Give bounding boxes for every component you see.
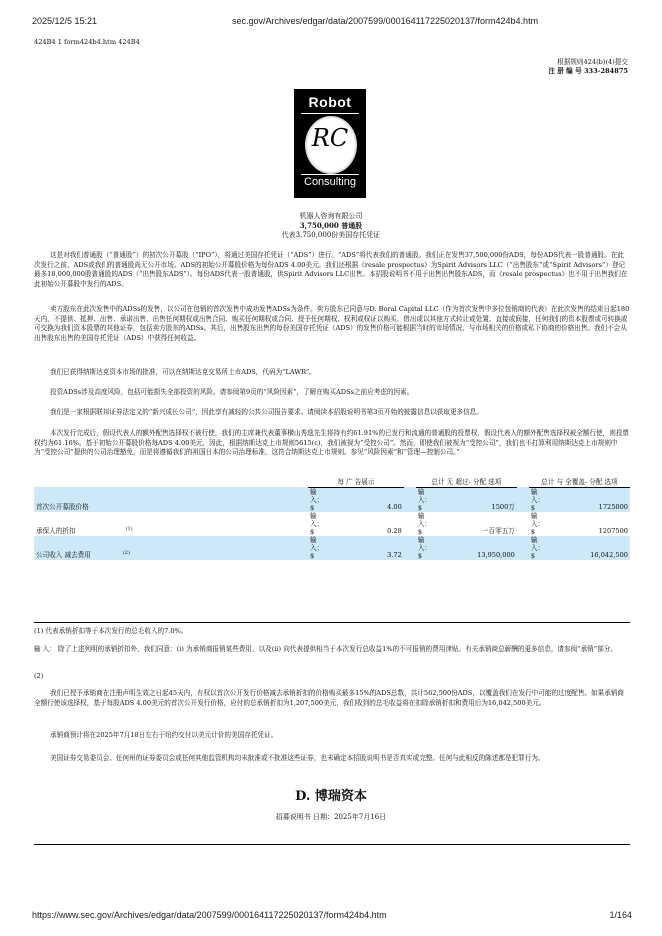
page-title: sec.gov/Archives/edgar/data/2007599/000164117225020137/form424b4.htm bbox=[232, 16, 539, 26]
footnote-1: (1) 代表承销折扣等于本次发行的总毛收入的7.0%。 bbox=[34, 627, 188, 635]
underwriter-name: D. 博瑞资本 bbox=[295, 789, 367, 804]
col-header-per-ads: 每 广 告展示 bbox=[308, 478, 404, 487]
controlled-company-paragraph: 本次发行完成后，假设代表人的额外配售选择权不被行使，我们的主席兼代表董事横山秀逸先生将持有约61.91%的已发行和流通的普通股的投票权，假设代表人的额外配售选择权被全额行使，则投票权约为61.16%。基于初始公开募股价格每ADS 4.00美元，因此，根据纳斯达克上市规则5615(c)，我们被视为“受控公司”。然而，即使我们被视为“受控公司”，我们也不打算利用纳斯达克上市规则中为“受控公司”提供的公司治理豁免，而是将遵循我们的祖国日本的公司治理标准，这符合纳斯达克上市规则。参见“风险因素”和“管理—控制公司。” bbox=[34, 429, 630, 457]
table-row: 承保人的折扣 $^{(1)}$ 输 入： $ 0.28 输 入： $ 一百零五万 输 入： $ 1207500 bbox=[36, 511, 628, 536]
table-bottom-rule bbox=[34, 622, 630, 623]
row-label: 公司收入 减去费用 $^{(2)}$ bbox=[34, 536, 308, 560]
table-row: 公司收入 减去费用 $^{(2)}$ 输 入： $ 3.72 输 入： $ 13,950,000 输 入： $ 16,042,500 bbox=[36, 535, 628, 560]
listing-paragraph: 我们已获得纳斯达克资本市场的批准，可以在纳斯达克交易所上市ADS，代码为“LAWR”。 bbox=[50, 368, 316, 376]
footnote-2-marker: (2) bbox=[34, 672, 44, 680]
col-header-total-no-option: 总计 无 超过- 分配 选项 bbox=[416, 478, 517, 487]
cell-value: 13,950,000 bbox=[445, 536, 517, 560]
logo-monogram: RC bbox=[311, 124, 349, 152]
cell-value: 1500万 bbox=[445, 487, 517, 512]
cell-value: 0.28 bbox=[387, 527, 402, 535]
logo-divider-top bbox=[301, 113, 359, 114]
footnote-2: 输 入： 除了上述列明的承销折扣外，我们同意：(i) 为承销商报销某些费用，以及(ii) 向代表提供相当于本次发行总收益1%的不可报销的费用津贴。有关承销商总薪酬的更多信息，请参阅“承销”部分。 bbox=[34, 645, 617, 653]
egc-paragraph: 我们是一家根据联邦证券法定义的“新兴成长公司”，因此享有减轻的公共公司报告要求。请阅读本招股说明书第3页开始的披露信息以获取更多信息。 bbox=[50, 408, 483, 416]
page-bottom-rule bbox=[34, 844, 630, 845]
footer-page-number: 1/164 bbox=[609, 910, 632, 920]
company-name: 机器人咨询有限公司 bbox=[299, 212, 363, 220]
table-row: 首次公开募股价格 输 入： $ 4.00 输 入： $ 1500万 输 入： $ 1725000 bbox=[36, 487, 628, 512]
cell-value: 3.72 bbox=[354, 536, 404, 560]
cell-value: 16,042,500 bbox=[558, 536, 630, 560]
row-label: 首次公开募股价格 bbox=[34, 487, 308, 512]
company-logo bbox=[294, 89, 366, 198]
ads-offered: 代表3,750,000份美国存托凭证 bbox=[281, 230, 381, 239]
logo-robot-text: Robot bbox=[308, 94, 352, 110]
print-datetime: 2025/12/5 15:21 bbox=[32, 16, 98, 26]
selling-shareholder-paragraph: 卖方股东在此次发售中的ADSs的发售，以公司在包销的首次发售中成功发售ADSs为条件。卖方股东已同意与D. Boral Capital LLC（作为首次发售中多位包销商的代表）在此次发售的结束日起180天内，不提供、抵押、出售、承诺出售、出售任何期权或出售合同、购买任何期权或合同、授予任何期权、权利或权证以购买、借出或以其他方式转让或处置、直接或间接，任何我们的资本股票或可转换或可交换为我们资本股票的其他证券，包括卖方股东的ADSs。其后，出售股东出售的每份美国存托凭证（ADS）的发售价格可能根据当时的市场情况、与市场相关的价格或私下协商的价格出售。我们不会从出售股东出售的美国存托凭证（ADS）中获得任何收益。 bbox=[34, 305, 630, 342]
sec-disclaimer-paragraph: 美国证券交易委员会、任何州的证券委员会或任何其他监管机构均未批准或不批准这些证券，也未确定本招股说明书是否真实或完整。任何与此相反的陈述都是犯罪行为。 bbox=[50, 754, 545, 762]
row-label: 承保人的折扣 $^{(1)}$ bbox=[36, 525, 133, 535]
shares-offered: 3,750,000 普通股 bbox=[299, 221, 363, 231]
logo-divider-bottom bbox=[301, 174, 359, 175]
cell-value: 一百零五万 bbox=[481, 527, 515, 535]
delivery-paragraph: 承销商预计将在2025年7月18日左右于纽约交付以美元计价的美国存托凭证。 bbox=[50, 731, 278, 739]
company-block bbox=[0, 212, 662, 240]
cell-value: 4.00 bbox=[354, 487, 404, 512]
cell-value: 1207500 bbox=[598, 527, 628, 535]
rule-line: 根据规则424(b)(4)提交 bbox=[557, 58, 628, 66]
prospectus-date: 招募说明书 日期：2025年7月16日 bbox=[275, 813, 387, 821]
intro-paragraph: 这是对我们普通股（“普通股”）的初次公开募股（“IPO”），将通过美国存托凭证（“ADS”）进行。“ADS”将代表我们的普通股。我们正在发售37,500,000份ADS，每份ADS代表一股普通股。在此次发行之前，ADS或我们的普通股尚无公开市场。ADS的初始公开募股价格为每份ADS 4.00美元。我们还根据《resale prospectus》为Spirit Advisors LLC（“出售股东”或“Spirit Advisors”）登记最多18,000,000股普通股的ADS（“出售股东ADS”）。每份ADS代表一股普通股，供Spirit Advisors LLC出售。本招股说明书不用于出售出售股东ADS，而《resale prospectus》也不用于出售我们在此初始公开募股中发行的ADS。 bbox=[34, 251, 628, 288]
footer-url: https://www.sec.gov/Archives/edgar/data/2007599/000164117225020137/form424b4.htm bbox=[32, 910, 387, 920]
doc-header: 424B4 1 form424b4.htm 424B4 bbox=[34, 38, 140, 46]
col-header-total-full-option: 总计 与 全覆盖- 分配 选项 bbox=[529, 478, 630, 487]
cell-value: 1725000 bbox=[558, 487, 630, 512]
overallotment-paragraph: 我们已授予承销商在注册声明生效之日起45天内，有权以首次公开发行价格减去承销折扣的价格购买最多15%的ADS总数，共计562,500份ADS，以覆盖我们在发行中可能的过度配售。如果承销商全额行使该选择权，基于每股ADS 4.00美元的首次公开发行价格，应付的总承销折扣为1,207,500美元，我们收到的总毛收益将在扣除承销折扣和费用后为16,042,500美元。 bbox=[34, 689, 624, 707]
table-header-row bbox=[34, 478, 630, 487]
logo-consulting-text: Consulting bbox=[304, 176, 356, 188]
risk-paragraph: 投资ADSs涉及高度风险，包括可能损失全部投资的风险。请参阅第9页的“风险因素”，了解在购买ADSs之前应考虑的因素。 bbox=[50, 388, 414, 396]
registration-number: 注 册 编 号 333-284875 bbox=[548, 67, 628, 75]
offering-table bbox=[34, 478, 630, 560]
